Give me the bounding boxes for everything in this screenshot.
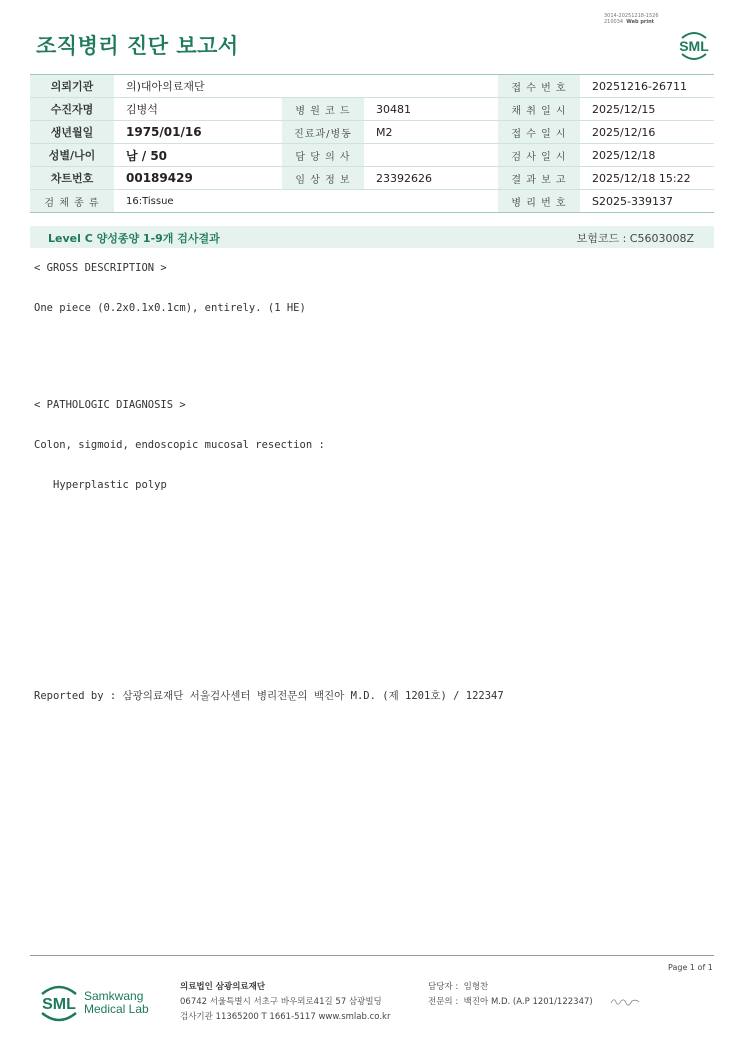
page-title: 조직병리 진단 보고서 (36, 34, 239, 58)
print-label: Web print (626, 19, 655, 25)
print-id-2: 210034 (604, 19, 624, 25)
contact: 검사기관 11365200 T 1661-5117 www.smlab.co.kr (180, 1012, 391, 1022)
svg-text:SML: SML (42, 996, 76, 1013)
value-physician (364, 144, 498, 167)
label-result-report: 결 과 보 고 (498, 167, 580, 190)
brand-name (84, 990, 149, 1016)
value-receipt-date: 2025/12/16 (580, 121, 714, 144)
sml-footer-logo (36, 980, 82, 1026)
value-collection-date: 2025/12/15 (580, 98, 714, 121)
label-physician: 담 당 의 사 (282, 144, 364, 167)
info-row (30, 167, 714, 190)
info-row (30, 144, 714, 167)
footer-address (180, 980, 390, 1025)
diagnosis-result: Hyperplastic polyp (53, 479, 167, 491)
value-patient-name: 김병석 (114, 98, 282, 121)
diagnosis-site: Colon, sigmoid, endoscopic mucosal resection : (34, 439, 325, 451)
logo-text: SML (679, 38, 709, 54)
label-patient-name: 수진자명 (30, 98, 114, 121)
value-test-date: 2025/12/18 (580, 144, 714, 167)
level-title: Level C 양성종양 1-9개 검사결과 (48, 232, 220, 245)
label-birth-date: 생년월일 (30, 121, 114, 144)
value-specimen-type: 16:Tissue (114, 190, 498, 213)
label-specimen-type: 검 체 종 류 (30, 190, 114, 213)
value-department: M2 (364, 121, 498, 144)
reported-by: Reported by : 삼광의료재단 서울검사센터 병리전문의 백진아 M.D. (제 1201호) / 122347 (34, 690, 504, 702)
value-result-report: 2025/12/18 15:22 (580, 167, 714, 190)
label-receipt-no: 접 수 번 호 (498, 75, 580, 98)
label-hospital-code: 병 원 코 드 (282, 98, 364, 121)
gross-text: One piece (0.2x0.1x0.1cm), entirely. (1 HE) (34, 302, 306, 314)
page-number: Page 1 of 1 (668, 963, 713, 972)
specialist-name: 백진아 M.D. (A.P 1201/122347) (463, 997, 593, 1007)
label-chart-no: 차트번호 (30, 167, 114, 190)
value-chart-no: 00189429 (114, 167, 282, 190)
info-row (30, 121, 714, 144)
value-clinical-info: 23392626 (364, 167, 498, 190)
brand-line-2: Medical Lab (84, 1002, 149, 1016)
org-name: 의료법인 삼광의료재단 (180, 982, 266, 992)
insurance-code: 보험코드 : C5603008Z (576, 232, 694, 245)
label-receipt-date: 접 수 일 시 (498, 121, 580, 144)
info-row (30, 75, 714, 98)
label-test-date: 검 사 일 시 (498, 144, 580, 167)
info-row (30, 190, 714, 213)
value-hospital-code: 30481 (364, 98, 498, 121)
signature (610, 995, 640, 1007)
value-pathology-no: S2025-339137 (580, 190, 714, 213)
label-collection-date: 채 취 일 시 (498, 98, 580, 121)
label-department: 진료과/병동 (282, 121, 364, 144)
info-row (30, 98, 714, 121)
address: 06742 서울특별시 서초구 바우뫼로41길 57 삼광빌딩 (180, 997, 382, 1007)
label-pathology-no: 병 리 번 호 (498, 190, 580, 213)
patient-info-table (30, 74, 714, 213)
staff-label: 담당자 : (428, 982, 459, 992)
footer-divider (30, 955, 714, 956)
brand-line-1: Samkwang (84, 989, 144, 1003)
footer-staff (428, 980, 593, 1010)
value-requester: 의)대아의료재단 (114, 75, 498, 98)
value-receipt-no: 20251216-26711 (580, 75, 714, 98)
print-meta (604, 13, 659, 25)
label-sex-age: 성별/나이 (30, 144, 114, 167)
sml-logo (674, 26, 714, 64)
gross-heading: < GROSS DESCRIPTION > (34, 262, 167, 274)
value-sex-age: 남 / 50 (114, 144, 282, 167)
value-birth-date: 1975/01/16 (114, 121, 282, 144)
diagnosis-heading: < PATHOLOGIC DIAGNOSIS > (34, 399, 186, 411)
specialist-label: 전문의 : (428, 997, 459, 1007)
label-clinical-info: 임 상 정 보 (282, 167, 364, 190)
label-requester: 의뢰기관 (30, 75, 114, 98)
print-id: 3014-20251218-1526 (604, 13, 659, 19)
staff-name: 임형찬 (463, 982, 489, 992)
